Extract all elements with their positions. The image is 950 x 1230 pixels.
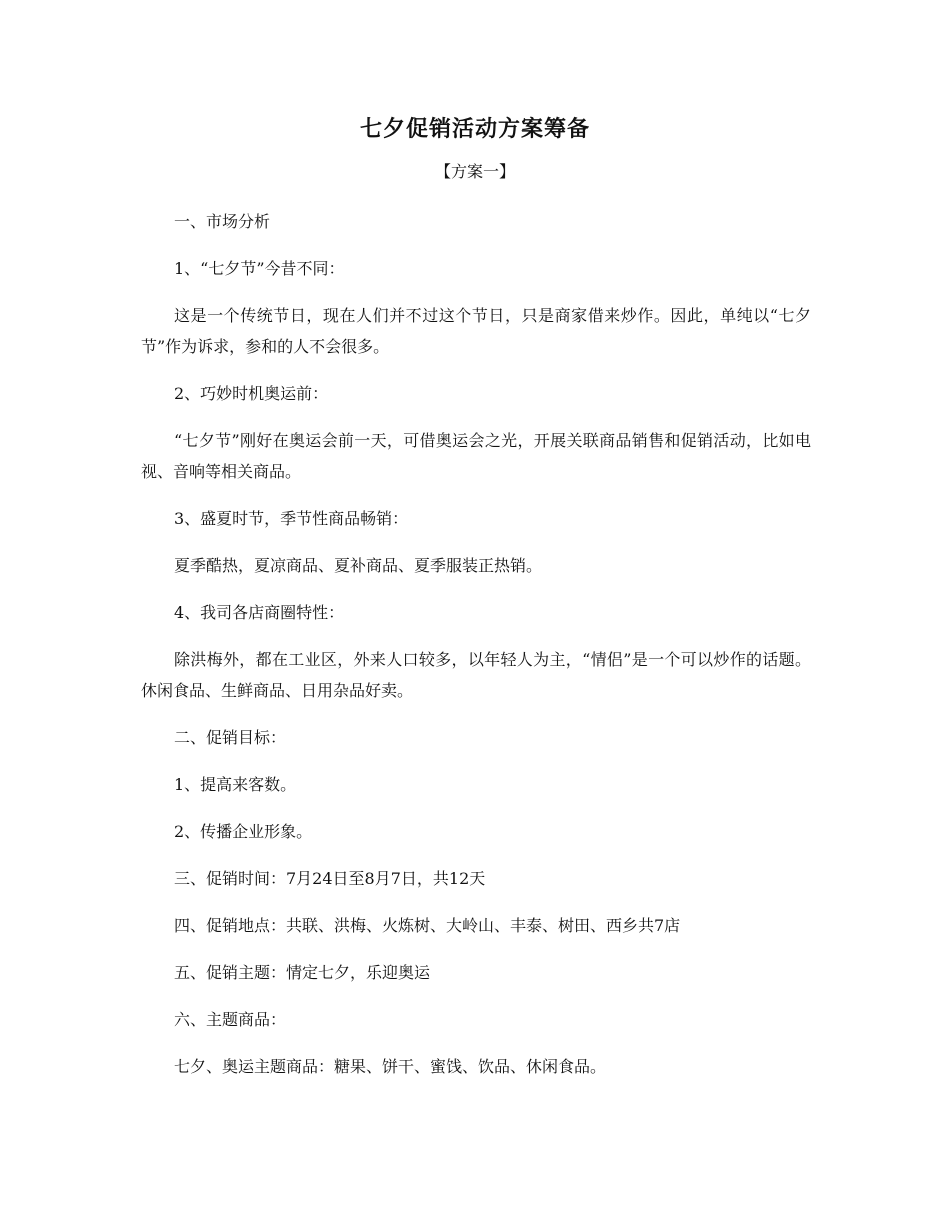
section-heading-promotion-goals: 二、促销目标：	[174, 728, 287, 747]
paragraph-olympics-timing: “七夕节”刚好在奥运会前一天，可借奥运会之光，开展关联商品销售和促销活动，比如电视、音响等相关商品。	[141, 431, 811, 481]
paragraph-store-area: 除洪梅外，都在工业区，外来人口较多，以年轻人为主，“情侣”是一个可以炒作的话题。休闲食品、生鲜商品、日用杂品好卖。	[141, 650, 811, 700]
subheading-festival-change: 1、“七夕节”今昔不同：	[174, 259, 345, 278]
subheading-olympics-timing: 2、巧妙时机奥运前：	[174, 384, 329, 403]
section-promotion-time: 三、促销时间：7月24日至8月7日，共12天	[174, 869, 486, 888]
document-title: 七夕促销活动方案筹备	[359, 116, 590, 142]
paragraph-theme-products: 七夕、奥运主题商品：糖果、饼干、蜜饯、饮品、休闲食品。	[174, 1057, 607, 1076]
section-heading-market-analysis: 一、市场分析	[174, 212, 271, 231]
section-promotion-locations: 四、促销地点：共联、洪梅、火炼树、大岭山、丰泰、树田、西乡共7店	[174, 916, 681, 935]
goal-item-customers: 1、提高来客数。	[174, 775, 297, 794]
document-subtitle: 【方案一】	[434, 162, 515, 181]
paragraph-festival-change: 这是一个传统节日，现在人们并不过这个节日，只是商家借来炒作。因此，单纯以“七夕节”作为诉求，参和的人不会很多。	[141, 306, 811, 356]
goal-item-brand-image: 2、传播企业形象。	[174, 822, 313, 841]
paragraph-summer-season: 夏季酷热，夏凉商品、夏补商品、夏季服装正热销。	[174, 556, 543, 575]
section-promotion-theme: 五、促销主题：情定七夕，乐迎奥运	[174, 963, 431, 982]
subheading-summer-season: 3、盛夏时节，季节性商品畅销：	[174, 509, 409, 528]
section-heading-theme-products: 六、主题商品：	[174, 1010, 287, 1029]
subheading-store-area: 4、我司各店商圈特性：	[174, 603, 345, 622]
document-body	[141, 206, 811, 1098]
